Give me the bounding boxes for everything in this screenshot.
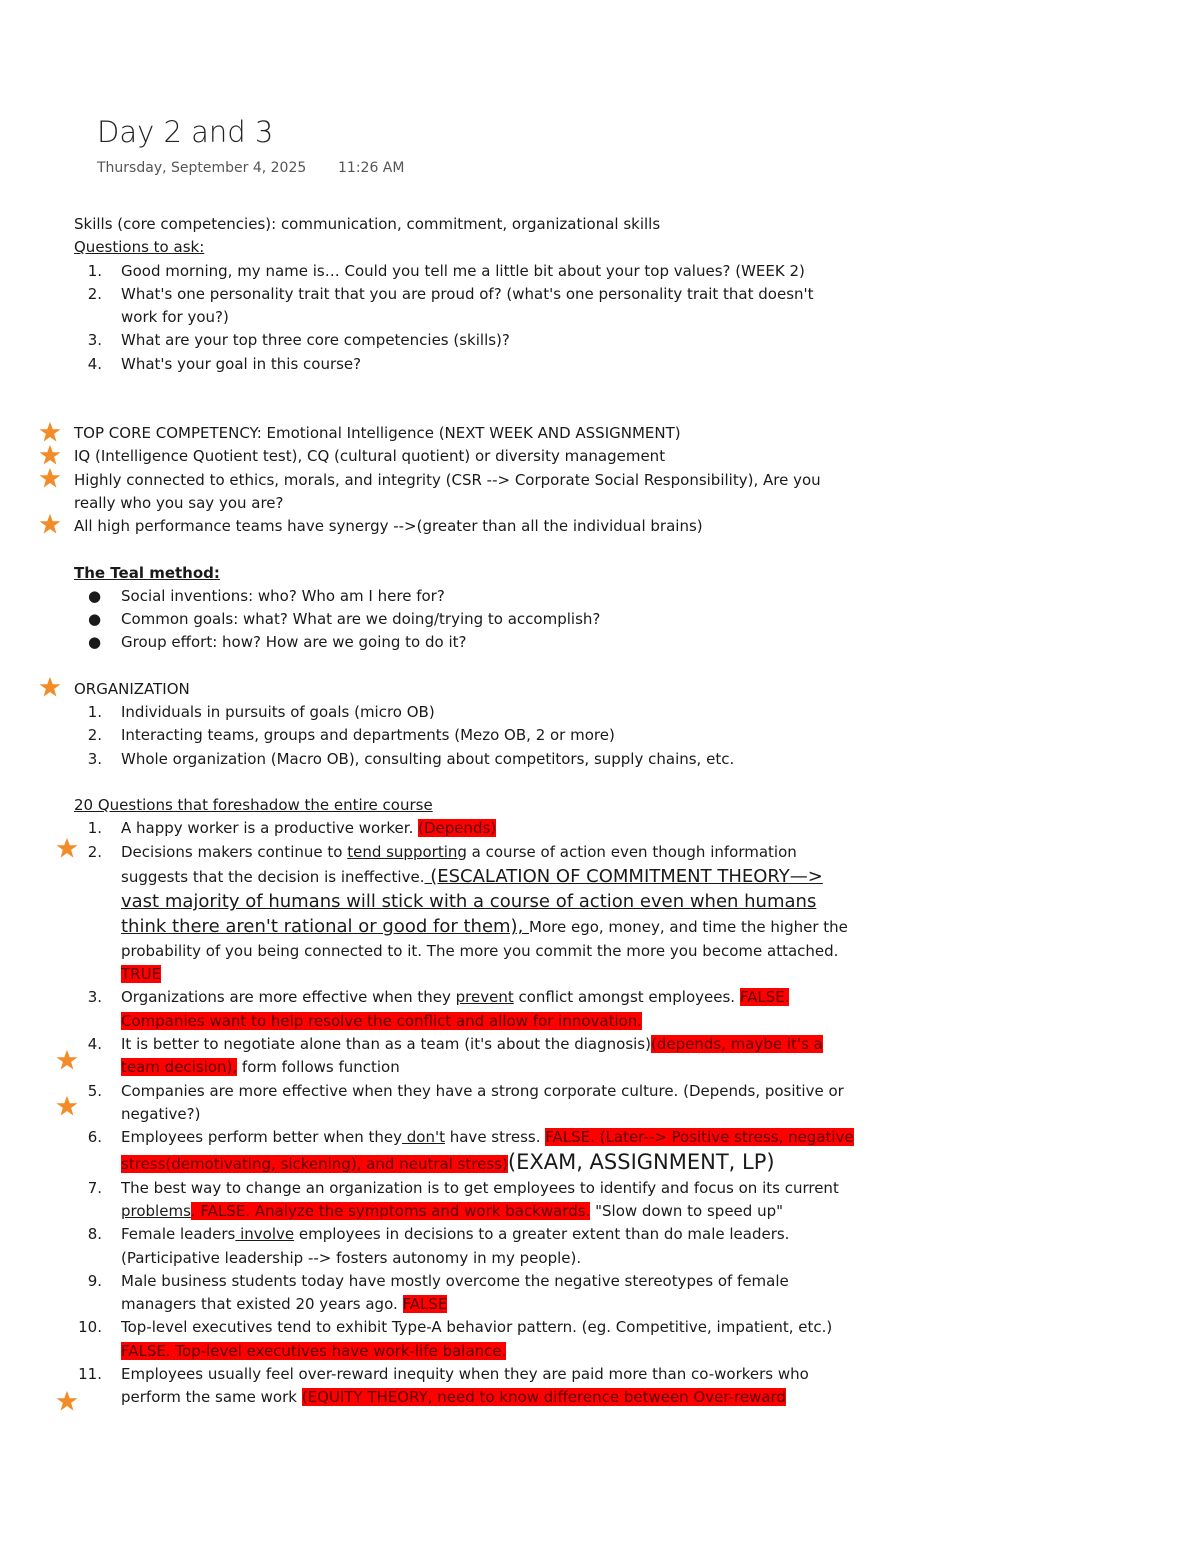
page-title: Day 2 and 3 [97, 115, 274, 149]
questions-heading: Questions to ask: [74, 238, 205, 257]
skills-line: Skills (core competencies): communication, commitment, organizational skills [74, 215, 661, 233]
list-item: 11. Employees usually feel over-reward inequity when they are paid more than co-workers who perform the same work (EQUITY THEORY, need to know difference between Over-reward [78, 1365, 809, 1407]
star-icon [39, 676, 61, 698]
note-date: Thursday, September 4, 2025 [97, 160, 307, 176]
star-icon [39, 467, 61, 489]
organization-list [74, 701, 854, 771]
list-item: 7. The best way to change an organization is to get employees to identify and focus on its current problems. FALSE. Analyze the symptoms and work backwards. "Slow down to speed up" [87, 1178, 839, 1220]
list-item: 10. Top-level executives tend to exhibit Type-A behavior pattern. (eg. Competitive, impatient, etc.) FALSE. Top-level executives have work-life balance. [78, 1318, 833, 1360]
list-item: 5. Companies are more effective when they have a strong corporate culture. (Depends, positive or negative?) [87, 1081, 844, 1123]
core-line-2: IQ (Intelligence Quotient test), CQ (cultural quotient) or diversity management [74, 447, 666, 466]
list-item: ● Social inventions: who? Who am I here for? [88, 586, 445, 605]
twenty-questions-heading: 20 Questions that foreshadow the entire course [74, 795, 433, 814]
core-line-4: All high performance teams have synergy -->(greater than all the individual brains) [74, 517, 703, 536]
list-item: 4. What's your goal in this course? [87, 354, 362, 373]
list-item: 9. Male business students today have mostly overcome the negative stereotypes of female managers that existed 20 years ago. FALSE [87, 1271, 789, 1314]
teal-list [74, 585, 854, 655]
list-item: 2. Decisions makers continue to tend supporting a course of action even though information suggests that the decision is ineffective. (ESCALATION OF COMMITMENT THEORY—> vast majority of humans will stick with a course of action even when humans think there aren't rational or good for them), More ego, money, and time the higher the probability of you being connected to it. The more you commit the more you become attached. TRUE [87, 842, 848, 984]
list-item: 1. A happy worker is a productive worker. (Depends) [87, 819, 497, 838]
list-item: 3. Organizations are more effective when they prevent conflict amongst employees. FALSE. Companies want to help resolve the conflict and allow for innovation. [87, 988, 790, 1030]
star-icon [39, 444, 61, 466]
list-item: 8. Female leaders involve employees in decisions to a greater extent than do male leaders. (Participative leadership --> fosters autonomy in my people). [87, 1225, 790, 1267]
star-icon [39, 513, 61, 535]
note-content [74, 213, 854, 1410]
list-item: 2. What's one personality trait that you are proud of? (what's one personality trait that doesn't work for you?) [87, 284, 814, 327]
list-item: 1. Good morning, my name is… Could you tell me a little bit about your top values? (WEEK 2) [87, 261, 805, 280]
twenty-questions-list [74, 817, 854, 1409]
list-item: 6. Employees perform better when they don't have stress. FALSE. (Later--> Positive stress, negative stress(demotivating, sickening), and neutral stress)(EXAM, ASSIGNMENT, LP) [87, 1128, 854, 1175]
list-item: 2. Interacting teams, groups and departments (Mezo OB, 2 or more) [87, 726, 615, 745]
list-item: ● Group effort: how? How are we going to do it? [88, 633, 467, 652]
list-item: 1. Individuals in pursuits of goals (micro OB) [87, 703, 435, 722]
organization-heading: ORGANIZATION [74, 679, 190, 698]
list-item: 3. What are your top three core competencies (skills)? [87, 331, 510, 350]
questions-list [74, 260, 854, 376]
list-item: 3. Whole organization (Macro OB), consulting about competitors, supply chains, etc. [87, 749, 735, 768]
teal-heading: The Teal method: [74, 563, 220, 582]
star-icon [39, 421, 61, 443]
list-item: ● Common goals: what? What are we doing/trying to accomplish? [88, 610, 601, 629]
core-line-3: Highly connected to ethics, morals, and integrity (CSR --> Corporate Social Responsibility), Are you really who you say you are? [74, 470, 821, 512]
core-line-1: TOP CORE COMPETENCY: Emotional Intelligence (NEXT WEEK AND ASSIGNMENT) [74, 424, 681, 443]
list-item: 4. It is better to negotiate alone than as a team (it's about the diagnosis)(depends, maybe it's a team decision), form follows function [87, 1034, 823, 1077]
note-time: 11:26 AM [338, 160, 405, 176]
